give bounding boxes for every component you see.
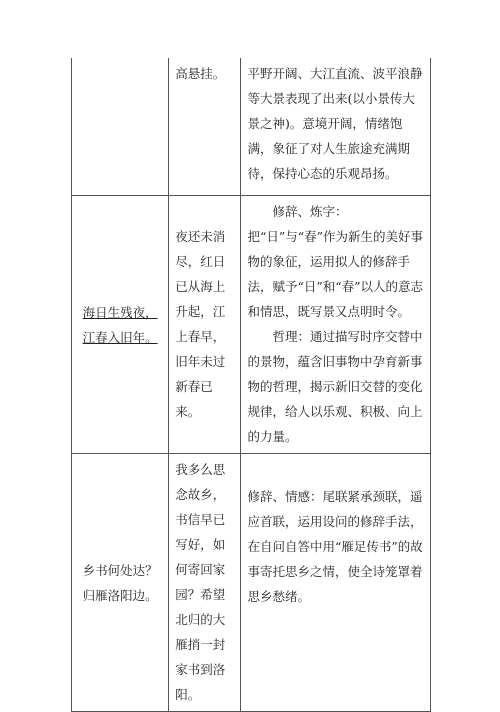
translation-cell bbox=[169, 196, 241, 454]
translation-cell bbox=[169, 454, 241, 712]
poem-line: 江春入旧年。 bbox=[82, 329, 158, 345]
poem-line: 海日生残夜， bbox=[82, 304, 158, 320]
table-row bbox=[72, 454, 431, 712]
poem-line-cell bbox=[72, 454, 169, 712]
analysis-cell bbox=[241, 196, 431, 454]
analysis-paragraph: 修辞、情感：尾联紧承颈联，遥应首联，运用设问的修辞手法，在自问自答中用“雁足传书”的故事寄托思乡之情，使全诗笼罩着思乡愁绪。 bbox=[247, 489, 423, 604]
analysis-paragraph: 哲理：通过描写时序交替中的景物，蕴含旧事物中孕育新事物的哲理，揭示新旧交替的变化规律，给人以乐观、积极、向上的力量。 bbox=[247, 329, 423, 444]
translation-text: 我多么思念故乡，书信早已写好，如何寄回家园？希望北归的大雁捎一封家书到洛阳。 bbox=[175, 462, 226, 702]
poem-line-cell bbox=[72, 58, 169, 196]
poem-line-cell bbox=[72, 196, 169, 454]
poem-analysis-table bbox=[71, 58, 431, 712]
translation-text: 高悬挂。 bbox=[175, 66, 226, 81]
translation-text: 夜还未消尽，红日已从海上升起，江上春早，旧年未过新春已来。 bbox=[175, 229, 226, 419]
analysis-paragraph: 修辞、炼字：把“日”与“春”作为新生的美好事物的象征，运用拟人的修辞手法，赋予“日”和“春”以人的意志和情思，既写景又点明时令。 bbox=[247, 204, 424, 319]
poem-line: 乡书何处达？ bbox=[82, 562, 158, 578]
table-row bbox=[72, 196, 431, 454]
translation-cell bbox=[169, 58, 241, 196]
poem-line: 归雁洛阳边。 bbox=[82, 587, 158, 603]
analysis-cell bbox=[241, 454, 431, 712]
analysis-paragraph: 平野开阔、大江直流、波平浪静等大景表现了出来(以小景传大景之神)。意境开阔，情绪饱满，象征了对人生旅途充满期待，保持心态的乐观昂扬。 bbox=[247, 66, 423, 181]
analysis-cell bbox=[241, 58, 431, 196]
table-row bbox=[72, 58, 431, 196]
